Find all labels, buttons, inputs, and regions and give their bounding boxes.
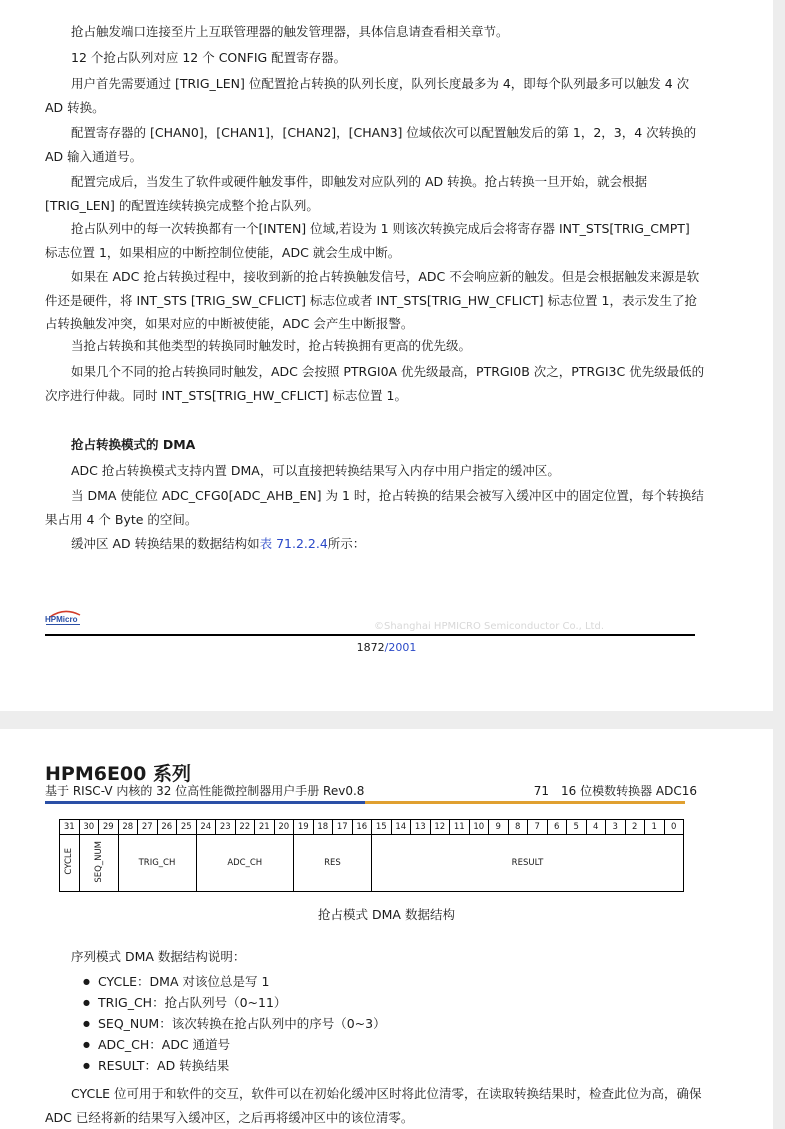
- field-cell-res: RES: [294, 835, 372, 892]
- bit-number-cell: 15: [372, 820, 392, 835]
- paragraph: 抢占触发端口连接至片上互联管理器的触发管理器，具体信息请查看相关章节。: [71, 24, 509, 39]
- bit-number-cell: 27: [138, 820, 158, 835]
- bit-number-cell: 29: [99, 820, 119, 835]
- list-item: ● CYCLE：DMA 对该位总是写 1: [98, 971, 386, 992]
- bit-number-cell: 20: [274, 820, 294, 835]
- field-name-row: [60, 835, 684, 892]
- bit-number-cell: 26: [157, 820, 177, 835]
- bit-number-cell: 16: [352, 820, 372, 835]
- bit-number-cell: 5: [567, 820, 587, 835]
- bit-number-cell: 1: [645, 820, 665, 835]
- bit-number-row: [60, 820, 684, 835]
- field-cell-adc-ch: ADC_CH: [196, 835, 294, 892]
- document-title: HPM6E00 系列: [45, 763, 191, 785]
- list-item: ● ADC_CH：ADC 通道号: [98, 1034, 386, 1055]
- table-caption: 抢占模式 DMA 数据结构: [318, 907, 455, 922]
- bit-number-cell: 3: [606, 820, 626, 835]
- document-subtitle: 基于 RISC-V 内核的 32 位高性能微控制器用户手册 Rev0.8: [45, 784, 365, 798]
- manual-page-1873: [0, 729, 773, 1129]
- copyright-notice: ©Shanghai HPMICRO Semiconductor Co., Ltd.: [374, 621, 604, 632]
- bit-number-cell: 31: [60, 820, 80, 835]
- bit-number-cell: 4: [586, 820, 606, 835]
- bit-number-cell: 24: [196, 820, 216, 835]
- paragraph: 如果几个不同的抢占转换同时触发，ADC 会按照 PTRGI0A 优先级最高，PTRGI0B 次之，PTRGI3C 优先级最低的次序进行仲裁。同时 INT_STS[TRIG_HW_CFLICT] 标志位置 1。: [45, 364, 705, 403]
- bit-number-cell: 25: [177, 820, 197, 835]
- bit-number-cell: 28: [118, 820, 138, 835]
- bit-number-cell: 30: [79, 820, 99, 835]
- table-reference-link[interactable]: 表 71.2.2.4: [259, 536, 328, 551]
- bit-number-cell: 19: [294, 820, 314, 835]
- bit-number-cell: 0: [664, 820, 684, 835]
- paragraph: 抢占队列中的每一次转换都有一个[INTEN] 位域,若设为 1 则该次转换完成后会将寄存器 INT_STS[TRIG_CMPT] 标志位置 1，如果相应的中断控制位使能，ADC 就会生成中断。: [45, 221, 690, 260]
- dma-data-structure-table: [59, 819, 684, 892]
- bit-number-cell: 18: [313, 820, 333, 835]
- list-item: ● SEQ_NUM：该次转换在抢占队列中的序号（0~3）: [98, 1013, 386, 1034]
- paragraph: CYCLE 位可用于和软件的交互，软件可以在初始化缓冲区时将此位清零，在读取转换结果时，检查此位为高，确保 ADC 已经将新的结果写入缓冲区，之后再将缓冲区中的该位清零。: [45, 1086, 702, 1125]
- field-cell-result: RESULT: [372, 835, 684, 892]
- paragraph: 如果在 ADC 抢占转换过程中，接收到新的抢占转换触发信号，ADC 不会响应新的触发。但是会根据触发来源是软件还是硬件，将 INT_STS [TRIG_SW_CFLICT] 标志位或者 INT_STS[TRIG_HW_CFLICT] 标志位置 1，表示发生了抢占转换触发冲突，如果对应的中断被使能，ADC 会产生中断报警。: [45, 269, 700, 331]
- bit-number-cell: 14: [391, 820, 411, 835]
- header-bar-blue: [45, 801, 365, 804]
- paragraph: 缓冲区 AD 转换结果的数据结构如表 71.2.2.4所示：: [71, 536, 366, 551]
- bit-number-cell: 6: [547, 820, 567, 835]
- paragraph: 用户首先需要通过 [TRIG_LEN] 位配置抢占转换的队列长度，队列长度最多为 4，即每个队列最多可以触发 4 次 AD 转换。: [45, 76, 690, 115]
- field-cell-trig-ch: TRIG_CH: [118, 835, 196, 892]
- footer-rule: [45, 634, 695, 636]
- paragraph: 当 DMA 使能位 ADC_CFG0[ADC_AHB_EN] 为 1 时，抢占转换的结果会被写入缓冲区中的固定位置，每个转换结果占用 4 个 Byte 的空间。: [45, 488, 704, 527]
- description-intro: 序列模式 DMA 数据结构说明：: [71, 949, 246, 964]
- bit-number-cell: 17: [333, 820, 353, 835]
- logo-wordmark: HPMicro: [45, 615, 78, 624]
- paragraph: 配置完成后，当发生了软件或硬件触发事件，即触发对应队列的 AD 转换。抢占转换一旦开始，就会根据 [TRIG_LEN] 的配置连续转换完成整个抢占队列。: [45, 174, 648, 213]
- header-bar-orange: [365, 801, 685, 804]
- paragraph: 12 个抢占队列对应 12 个 CONFIG 配置寄存器。: [71, 50, 347, 65]
- paragraph: 当抢占转换和其他类型的转换同时触发时，抢占转换拥有更高的优先级。: [71, 338, 472, 353]
- bit-number-cell: 13: [411, 820, 431, 835]
- bit-number-cell: 21: [255, 820, 275, 835]
- hpmicro-logo: [44, 609, 84, 627]
- chapter-title: 71 16 位模数转换器 ADC16: [533, 784, 697, 798]
- paragraph: ADC 抢占转换模式支持内置 DMA，可以直接把转换结果写入内存中用户指定的缓冲区。: [71, 463, 560, 478]
- list-item: ● RESULT：AD 转换结果: [98, 1055, 386, 1076]
- bit-number-cell: 2: [625, 820, 645, 835]
- field-cell-seq-num: SEQ_NUM: [79, 835, 118, 892]
- bit-number-cell: 8: [508, 820, 528, 835]
- page-number: 1872/2001: [356, 641, 417, 654]
- bit-number-cell: 11: [450, 820, 470, 835]
- section-heading: 抢占转换模式的 DMA: [71, 437, 196, 452]
- bit-number-cell: 12: [430, 820, 450, 835]
- list-item: ● TRIG_CH：抢占队列号（0~11）: [98, 992, 386, 1013]
- field-description-list: [98, 971, 386, 1076]
- bit-number-cell: 9: [489, 820, 509, 835]
- field-cell-cycle: CYCLE: [60, 835, 80, 892]
- bit-number-cell: 23: [216, 820, 236, 835]
- bit-number-cell: 7: [528, 820, 548, 835]
- bit-number-cell: 10: [469, 820, 489, 835]
- paragraph: 配置寄存器的 [CHAN0]，[CHAN1]，[CHAN2]，[CHAN3] 位域依次可以配置触发后的第 1，2，3，4 次转换的 AD 输入通道号。: [45, 125, 697, 164]
- bit-number-cell: 22: [235, 820, 255, 835]
